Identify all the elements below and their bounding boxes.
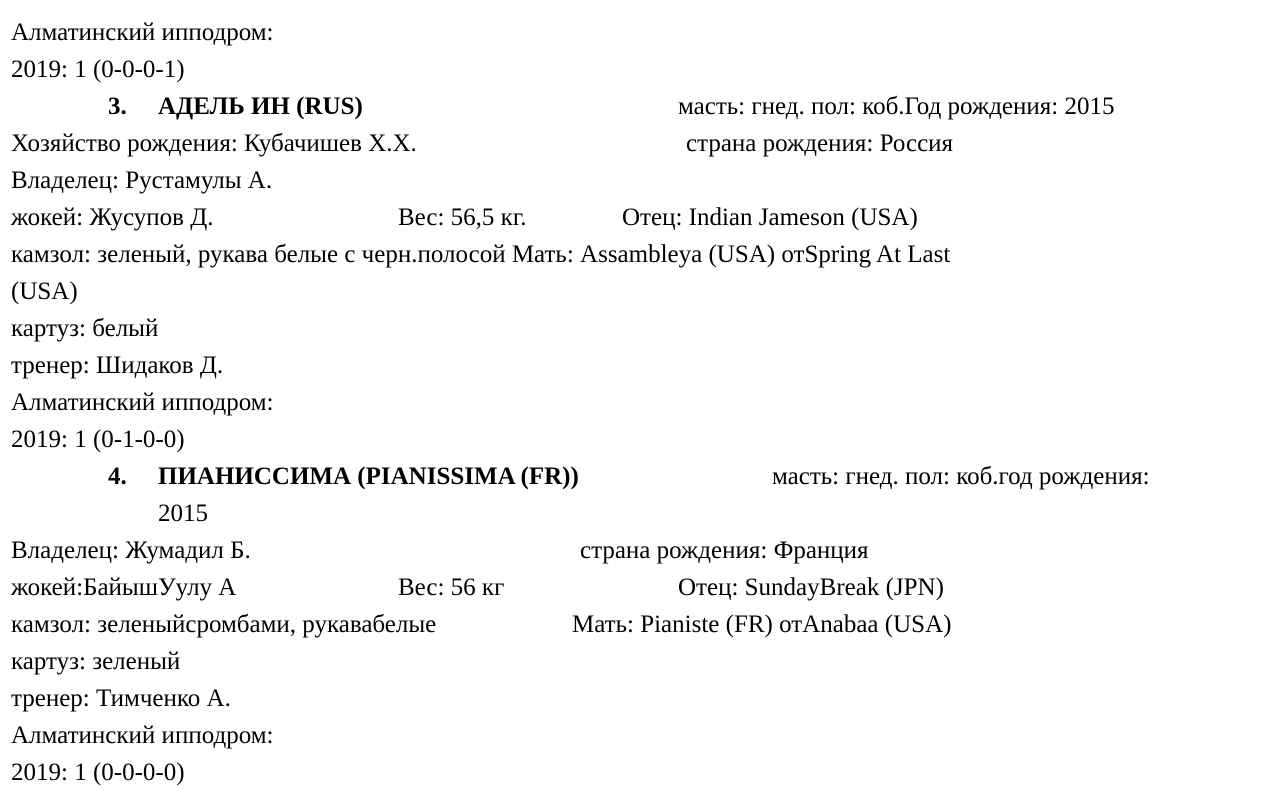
horse-3-country: страна рождения: Россия [686,130,954,157]
horse-3-record: 2019: 1 (0-1-0-0) [11,426,185,453]
horse-4-trainer: тренер: Тимченко А. [11,685,231,712]
horse-3-breeder: Хозяйство рождения: Кубачишев Х.Х. [11,130,417,157]
horse-3-weight: Вес: 56,5 кг. [398,204,527,231]
horse-3-hippodrome: Алматинский ипподром: [11,389,274,416]
horse-3-jockey: жокей: Жусупов Д. [11,204,214,231]
horse-4-name: ПИАНИССИМА (PIANISSIMA (FR)) [158,463,579,490]
horse-4-attrs: масть: гнед. пол: коб.год рождения: [772,463,1150,490]
horse-3-silks-dam-cont: (USA) [11,278,78,305]
horse-3-cap: картуз: белый [11,315,159,342]
intro-record: 2019: 1 (0-0-0-1) [11,56,185,83]
horse-3-owner: Владелец: Рустамулы А. [11,167,273,194]
horse-3-attrs: масть: гнед. пол: коб.Год рождения: 2015 [678,93,1115,120]
horse-4-owner: Владелец: Жумадил Б. [11,537,251,564]
horse-4-number: 4. [108,463,127,490]
horse-3-sire: Отец: Indian Jameson (USA) [622,204,918,231]
horse-4-country: страна рождения: Франция [580,537,869,564]
horse-4-cap: картуз: зеленый [11,648,181,675]
horse-4-attrs-cont: 2015 [158,500,208,527]
horse-3-number: 3. [108,93,127,120]
horse-4-record: 2019: 1 (0-0-0-0) [11,759,185,786]
horse-3-trainer: тренер: Шидаков Д. [11,352,224,379]
horse-4-hippodrome: Алматинский ипподром: [11,722,274,749]
horse-4-jockey: жокей:БайышУулу А [11,574,237,601]
horse-4-sire: Отец: SundayBreak (JPN) [678,574,944,601]
horse-4-weight: Вес: 56 кг [398,574,505,601]
horse-3-name: АДЕЛЬ ИН (RUS) [158,93,363,120]
intro-hippodrome: Алматинский ипподром: [11,19,274,46]
horse-4-dam: Мать: Pianiste (FR) отAnabaa (USA) [572,611,952,638]
horse-3-silks-dam: камзол: зеленый, рукава белые с черн.полосой Мать: Assambleya (USA) отSpring At Last [11,241,951,268]
horse-4-silks: камзол: зеленыйсромбами, рукавабелые [11,611,437,638]
